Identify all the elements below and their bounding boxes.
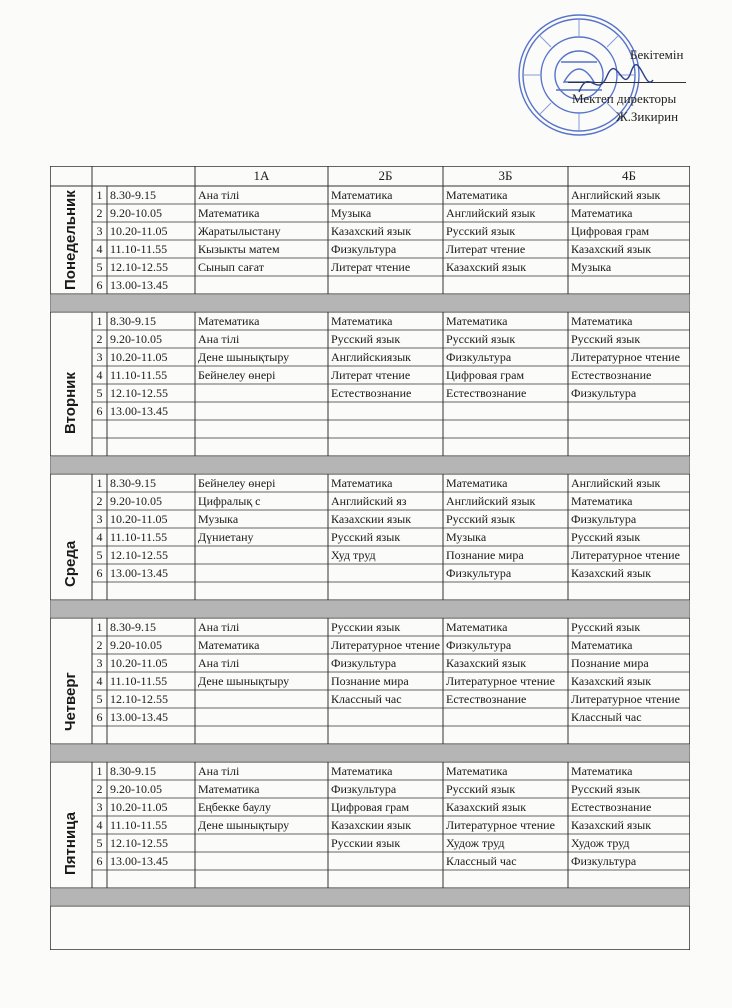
subject-2b: Худ труд: [331, 548, 376, 562]
subject-1a: Дене шынықтыру: [198, 674, 290, 688]
period-number: 1: [96, 620, 103, 634]
subject-2b: Русскии язык: [331, 620, 401, 634]
period-number: 2: [96, 206, 103, 220]
subject-2b: Физкультура: [331, 656, 397, 670]
day-separator: [50, 600, 690, 618]
subject-4b: Русский язык: [571, 530, 641, 544]
period-number: 6: [96, 710, 103, 724]
subject-2b: Цифровая грам: [331, 800, 410, 814]
subject-3b: Русский язык: [446, 512, 516, 526]
subject-1a: Еңбекке баулу: [198, 800, 271, 814]
day-label: Среда: [62, 540, 79, 587]
subject-4b: Математика: [571, 638, 633, 652]
period-number: 4: [96, 674, 103, 688]
subject-1a: Дене шынықтыру: [198, 350, 290, 364]
period-number: 6: [96, 278, 103, 292]
subject-3b: Литературное чтение: [446, 674, 555, 688]
period-time: 11.10-11.55: [110, 818, 168, 832]
period-time: 8.30-9.15: [110, 620, 156, 634]
subject-1a: Цифралық с: [198, 494, 261, 508]
subject-2b: Литерат чтение: [331, 260, 411, 274]
subject-4b: Литературное чтение: [571, 692, 680, 706]
period-time: 8.30-9.15: [110, 188, 156, 202]
period-number: 3: [96, 656, 103, 670]
period-number: 4: [96, 368, 103, 382]
subject-3b: Физкультура: [446, 566, 512, 580]
subject-3b: Русский язык: [446, 332, 516, 346]
subject-3b: Казахский язык: [446, 800, 527, 814]
subject-4b: Математика: [571, 764, 633, 778]
subject-4b: Познание мира: [571, 656, 649, 670]
subject-3b: Математика: [446, 476, 508, 490]
subject-4b: Казахский язык: [571, 242, 652, 256]
subject-4b: Физкультура: [571, 386, 637, 400]
subject-4b: Русский язык: [571, 782, 641, 796]
class-header-3: 3Б: [498, 169, 513, 183]
period-time: 12.10-12.55: [110, 836, 168, 850]
period-time: 9.20-10.05: [110, 494, 162, 508]
subject-3b: Русский язык: [446, 224, 516, 238]
subject-2b: Физкультура: [331, 782, 397, 796]
period-time: 10.20-11.05: [110, 224, 168, 238]
subject-4b: Казахский язык: [571, 674, 652, 688]
period-number: 2: [96, 332, 103, 346]
subject-2b: Музыка: [331, 206, 372, 220]
class-header-4: 4Б: [622, 169, 636, 183]
subject-2b: Математика: [331, 314, 393, 328]
period-number: 5: [96, 548, 103, 562]
timetable: [50, 166, 690, 950]
subject-4b: Естествознание: [571, 368, 652, 382]
subject-4b: Казахский язык: [571, 818, 652, 832]
subject-4b: Музыка: [571, 260, 612, 274]
subject-3b: Казахский язык: [446, 260, 527, 274]
subject-1a: Ана тілі: [198, 620, 240, 634]
subject-3b: Казахский язык: [446, 656, 527, 670]
subject-2b: Английскиязык: [331, 350, 411, 364]
subject-3b: Математика: [446, 314, 508, 328]
subject-1a: Ана тілі: [198, 332, 240, 346]
period-number: 4: [96, 242, 103, 256]
period-time: 9.20-10.05: [110, 332, 162, 346]
period-number: 1: [96, 314, 103, 328]
period-time: 11.10-11.55: [110, 530, 168, 544]
subject-3b: Цифровая грам: [446, 368, 525, 382]
subject-2b: Математика: [331, 764, 393, 778]
day-separator: [50, 294, 690, 312]
period-time: 8.30-9.15: [110, 476, 156, 490]
period-number: 1: [96, 764, 103, 778]
day-separator: [50, 744, 690, 762]
subject-1a: Сынып сағат: [198, 260, 264, 274]
subject-4b: Цифровая грам: [571, 224, 650, 238]
subject-3b: Познание мира: [446, 548, 524, 562]
subject-2b: Математика: [331, 476, 393, 490]
subject-3b: Математика: [446, 620, 508, 634]
period-time: 11.10-11.55: [110, 242, 168, 256]
subject-3b: Классный час: [446, 854, 517, 868]
subject-1a: Ана тілі: [198, 764, 240, 778]
period-time: 11.10-11.55: [110, 368, 168, 382]
subject-3b: Русский язык: [446, 782, 516, 796]
period-time: 12.10-12.55: [110, 386, 168, 400]
subject-4b: Английский язык: [571, 188, 661, 202]
subject-1a: Ана тілі: [198, 656, 240, 670]
period-number: 3: [96, 800, 103, 814]
period-number: 5: [96, 386, 103, 400]
period-time: 12.10-12.55: [110, 548, 168, 562]
subject-4b: Казахский язык: [571, 566, 652, 580]
subject-2b: Русский язык: [331, 332, 401, 346]
day-label: Вторник: [62, 372, 79, 434]
period-time: 10.20-11.05: [110, 800, 168, 814]
subject-1a: Кызыкты матем: [198, 242, 280, 256]
approve-label: Бекітемін: [630, 47, 684, 62]
subject-3b: Естествознание: [446, 386, 527, 400]
period-number: 4: [96, 530, 103, 544]
class-header-2: 2Б: [378, 169, 393, 183]
director-signature: [575, 62, 655, 102]
subject-2b: Английский яз: [331, 494, 407, 508]
period-number: 6: [96, 566, 103, 580]
subject-3b: Естествознание: [446, 692, 527, 706]
subject-3b: Литературное чтение: [446, 818, 555, 832]
period-time: 10.20-11.05: [110, 656, 168, 670]
period-time: 8.30-9.15: [110, 764, 156, 778]
subject-1a: Бейнелеу өнері: [198, 368, 276, 382]
subject-4b: Русский язык: [571, 620, 641, 634]
period-time: 13.00-13.45: [110, 566, 168, 580]
day-label: Понедельник: [62, 190, 79, 290]
subject-4b: Классный час: [571, 710, 642, 724]
subject-1a: Ана тілі: [198, 188, 240, 202]
subject-2b: Русский язык: [331, 530, 401, 544]
period-number: 2: [96, 638, 103, 652]
period-number: 5: [96, 836, 103, 850]
subject-3b: Худож труд: [446, 836, 505, 850]
subject-1a: Музыка: [198, 512, 239, 526]
period-time: 10.20-11.05: [110, 512, 168, 526]
class-header-1: 1А: [253, 169, 270, 183]
period-time: 12.10-12.55: [110, 692, 168, 706]
period-number: 2: [96, 494, 103, 508]
period-number: 3: [96, 350, 103, 364]
subject-1a: Дүниетану: [198, 530, 254, 544]
period-time: 13.00-13.45: [110, 710, 168, 724]
period-time: 9.20-10.05: [110, 782, 162, 796]
subject-4b: Худож труд: [571, 836, 630, 850]
period-time: 13.00-13.45: [110, 278, 168, 292]
subject-4b: Литературное чтение: [571, 350, 680, 364]
period-number: 2: [96, 782, 103, 796]
subject-3b: Математика: [446, 188, 508, 202]
subject-1a: Математика: [198, 206, 260, 220]
subject-2b: Казахскии язык: [331, 818, 412, 832]
period-time: 9.20-10.05: [110, 206, 162, 220]
period-number: 1: [96, 476, 103, 490]
subject-3b: Английский язык: [446, 206, 536, 220]
subject-1a: Дене шынықтыру: [198, 818, 290, 832]
subject-2b: Физкультура: [331, 242, 397, 256]
subject-4b: Математика: [571, 494, 633, 508]
subject-4b: Математика: [571, 314, 633, 328]
period-number: 3: [96, 512, 103, 526]
subject-2b: Казахский язык: [331, 224, 412, 238]
subject-3b: Математика: [446, 764, 508, 778]
period-number: 6: [96, 404, 103, 418]
subject-2b: Литерат чтение: [331, 368, 411, 382]
subject-4b: Английский язык: [571, 476, 661, 490]
subject-3b: Физкультура: [446, 350, 512, 364]
subject-3b: Литерат чтение: [446, 242, 526, 256]
subject-2b: Математика: [331, 188, 393, 202]
period-time: 13.00-13.45: [110, 404, 168, 418]
subject-1a: Бейнелеу өнері: [198, 476, 276, 490]
day-label: Четверг: [62, 672, 79, 731]
subject-4b: Русский язык: [571, 332, 641, 346]
subject-1a: Математика: [198, 782, 260, 796]
subject-4b: Математика: [571, 206, 633, 220]
subject-2b: Познание мира: [331, 674, 409, 688]
subject-3b: Музыка: [446, 530, 487, 544]
subject-3b: Физкультура: [446, 638, 512, 652]
subject-3b: Английский язык: [446, 494, 536, 508]
period-number: 1: [96, 188, 103, 202]
position-label: Мектеп директоры: [572, 91, 677, 106]
subject-1a: Математика: [198, 638, 260, 652]
period-time: 13.00-13.45: [110, 854, 168, 868]
subject-4b: Физкультура: [571, 512, 637, 526]
period-number: 5: [96, 260, 103, 274]
day-separator: [50, 888, 690, 906]
period-number: 4: [96, 818, 103, 832]
subject-2b: Русскии язык: [331, 836, 401, 850]
subject-4b: Физкультура: [571, 854, 637, 868]
day-label: Пятница: [62, 812, 79, 875]
director-name: Ж.Зикирин: [616, 109, 679, 124]
period-number: 5: [96, 692, 103, 706]
period-number: 6: [96, 854, 103, 868]
period-time: 12.10-12.55: [110, 260, 168, 274]
subject-4b: Естествознание: [571, 800, 652, 814]
subject-2b: Казахскии язык: [331, 512, 412, 526]
period-time: 10.20-11.05: [110, 350, 168, 364]
period-time: 9.20-10.05: [110, 638, 162, 652]
day-separator: [50, 456, 690, 474]
subject-2b: Литературное чтение: [331, 638, 440, 652]
subject-2b: Классный час: [331, 692, 402, 706]
period-time: 8.30-9.15: [110, 314, 156, 328]
subject-4b: Литературное чтение: [571, 548, 680, 562]
subject-1a: Жаратылыстану: [198, 224, 281, 238]
subject-2b: Естествознание: [331, 386, 412, 400]
period-time: 11.10-11.55: [110, 674, 168, 688]
subject-1a: Математика: [198, 314, 260, 328]
period-number: 3: [96, 224, 103, 238]
